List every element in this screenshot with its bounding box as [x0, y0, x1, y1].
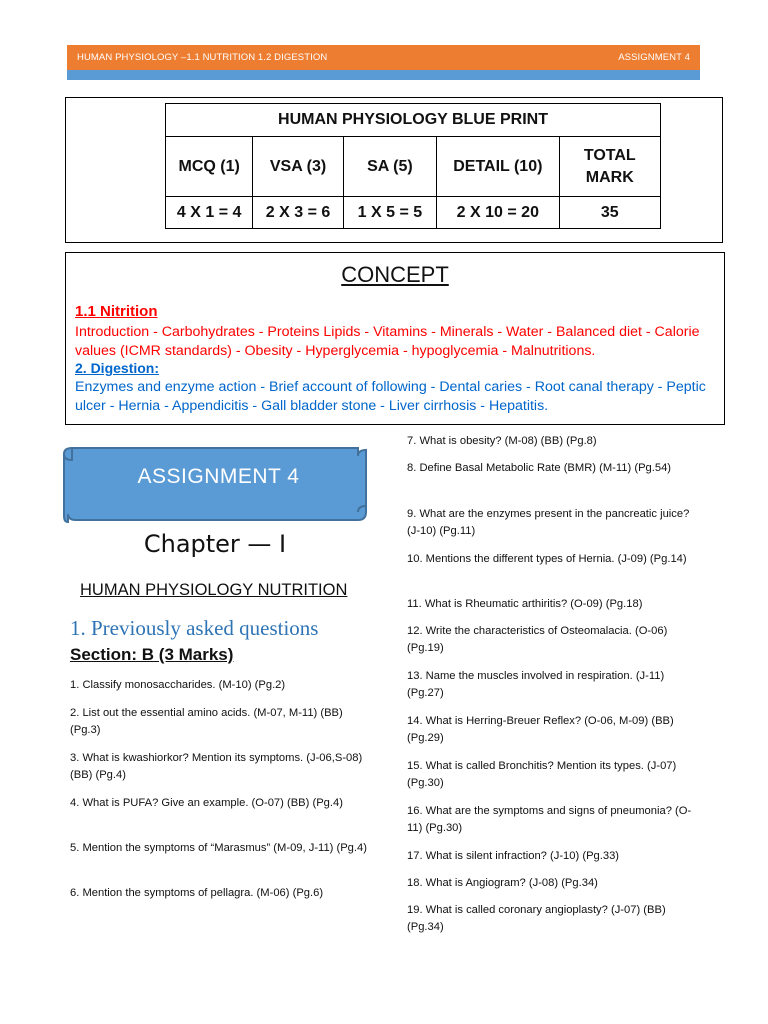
blueprint-val-detail: 2 X 10 = 20 [437, 197, 559, 229]
question-item: 19. What is called coronary angioplasty? (J-07) (BB) (Pg.34) [407, 904, 666, 933]
previously-asked-heading: 1. Previously asked questions [70, 616, 319, 640]
blueprint-val-vsa: 2 X 3 = 6 [253, 197, 343, 229]
question-item: 16. What are the symptoms and signs of pneumonia? (O-11) (Pg.30) [407, 805, 692, 834]
page-header-bar [67, 45, 700, 70]
question-item: 18. What is Angiogram? (J-08) (Pg.34) [407, 877, 598, 889]
blueprint-col-total: TOTAL MARK [559, 137, 660, 197]
blueprint-col-sa: SA (5) [343, 137, 436, 197]
question-item: 5. Mention the symptoms of “Marasmus” (M-09, J-11) (Pg.4) [70, 842, 367, 854]
blueprint-title: HUMAN PHYSIOLOGY BLUE PRINT [166, 104, 661, 137]
question-item: 8. Define Basal Metabolic Rate (BMR) (M-11) (Pg.54) [407, 462, 672, 474]
nutrition-text: Introduction - Carbohydrates - Proteins Lipids - Vitamins - Minerals - Water - Balanced diet - Calorie values (ICMR standards) - Obesity - Hyperglycemia - hypoglycemia - Malnutritions. [75, 324, 700, 359]
concept-title: CONCEPT [341, 262, 449, 287]
blueprint-val-mcq: 4 X 1 = 4 [166, 197, 253, 229]
blueprint-val-total: 35 [559, 197, 660, 229]
question-item: 4. What is PUFA? Give an example. (O-07) (BB) (Pg.4) [70, 797, 343, 809]
question-item: 6. Mention the symptoms of pellagra. (M-06) (Pg.6) [70, 887, 324, 899]
nutrition-heading: 1.1 Nitrition [75, 303, 158, 320]
question-item: 14. What is Herring-Breuer Reflex? (O-06, M-09) (BB) (Pg.29) [407, 715, 674, 744]
question-item: 2. List out the essential amino acids. (M-07, M-11) (BB) (Pg.3) [70, 707, 343, 736]
header-left-text: HUMAN PHYSIOLOGY –1.1 NUTRITION 1.2 DIGESTION [77, 52, 328, 63]
question-item: 1. Classify monosaccharides. (M-10) (Pg.2) [70, 679, 286, 691]
blueprint-val-sa: 1 X 5 = 5 [343, 197, 436, 229]
question-item: 9. What are the enzymes present in the pancreatic juice? (J-10) (Pg.11) [407, 508, 690, 537]
chapter-subtitle: HUMAN PHYSIOLOGY NUTRITION [80, 581, 348, 599]
chapter-title: Chapter — I [143, 530, 287, 558]
assignment-banner-text: ASSIGNMENT 4 [137, 465, 300, 488]
question-item: 7. What is obesity? (M-08) (BB) (Pg.8) [407, 435, 597, 447]
question-item: 12. Write the characteristics of Osteomalacia. (O-06) (Pg.19) [407, 625, 668, 654]
question-item: 13. Name the muscles involved in respiration. (J-11) (Pg.27) [407, 670, 665, 699]
blueprint-table [165, 103, 661, 229]
digestion-heading: 2. Digestion: [75, 360, 160, 376]
concept-box [65, 252, 725, 425]
header-right-text: ASSIGNMENT 4 [618, 52, 690, 63]
section-heading: Section: B (3 Marks) [70, 645, 234, 664]
question-item: 3. What is kwashiorkor? Mention its symptoms. (J-06,S-08) (BB) (Pg.4) [70, 752, 363, 781]
question-item: 11. What is Rheumatic arthiritis? (O-09) (Pg.18) [407, 598, 643, 610]
blueprint-col-detail: DETAIL (10) [437, 137, 559, 197]
question-item: 15. What is called Bronchitis? Mention its types. (J-07) (Pg.30) [407, 760, 677, 789]
digestion-text: Enzymes and enzyme action - Brief account of following - Dental caries - Root canal therapy - Peptic ulcer - Hernia - Appendicitis - Gall bladder stone - Liver cirrhosis - Hepatitis. [75, 379, 706, 414]
blueprint-col-mcq: MCQ (1) [166, 137, 253, 197]
question-item: 10. Mentions the different types of Hernia. (J-09) (Pg.14) [407, 553, 687, 565]
blueprint-col-vsa: VSA (3) [253, 137, 343, 197]
question-item: 17. What is silent infraction? (J-10) (Pg.33) [407, 850, 620, 862]
header-accent-line [67, 70, 700, 80]
